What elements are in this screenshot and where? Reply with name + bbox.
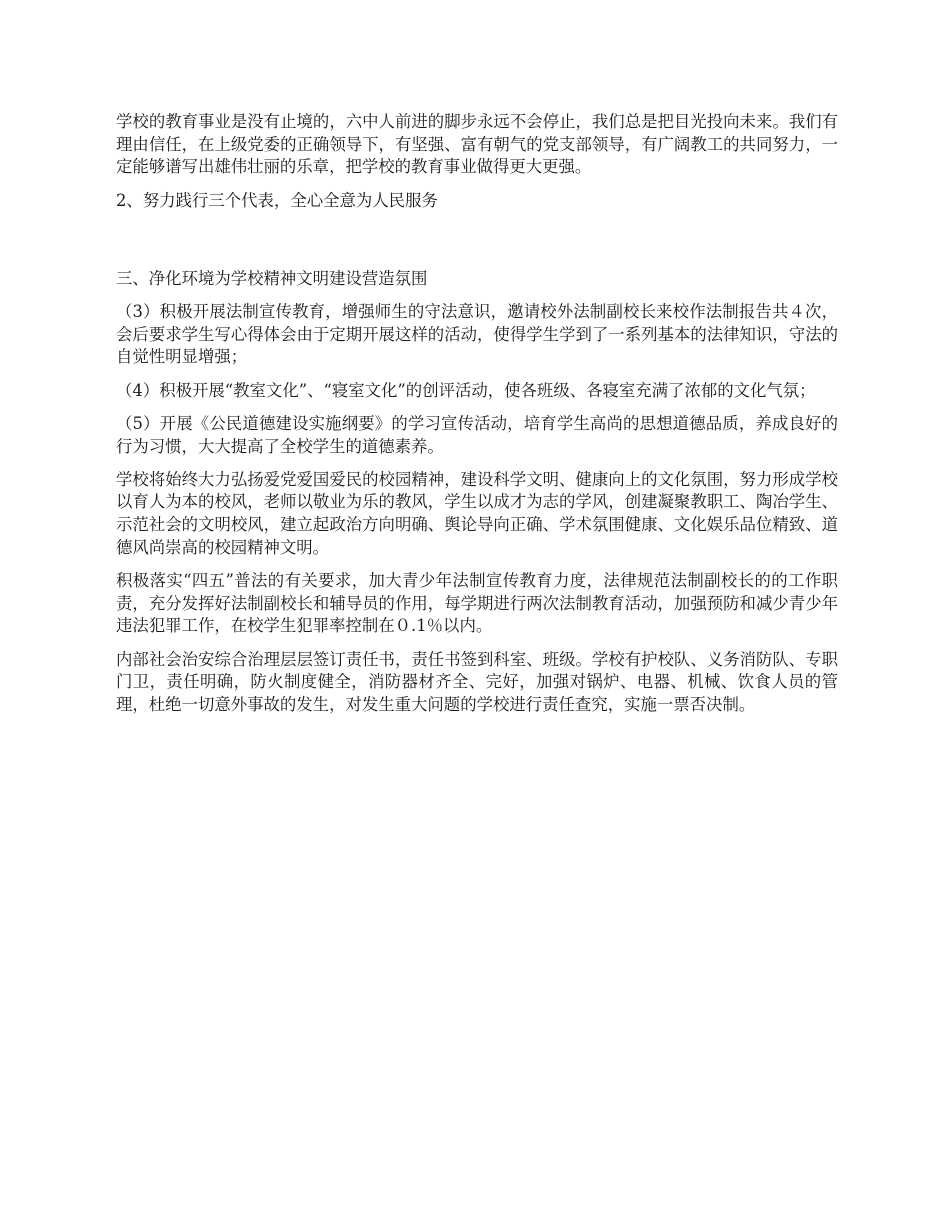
section-heading-3: 三、净化环境为学校精神文明建设营造氛围 (116, 268, 428, 288)
paragraph-campus-spirit: 学校将始终大力弘扬爱党爱国爱民的校园精神，建设科学文明、健康向上的文化氛围，努力形成学校以育人为本的校风，老师以敬业为乐的教风，学生以成才为志的学风，创建凝聚教职工、陶冶学生、示范社会的文明校风，建立起政治方向明确、舆论导向正确、学术氛围健康、文化娱乐品位精致、道德风尚崇高的校园精神文明。 (116, 469, 838, 557)
paragraph-legal-education: 积极落实“四五”普法的有关要求，加大青少年法制宣传教育力度，法律规范法制副校长的的工作职责，充分发挥好法制副校长和辅导员的作用，每学期进行两次法制教育活动，加强预防和减少青少年违法犯罪工作，在校学生犯罪率控制在０.1％以内。 (116, 571, 838, 636)
document-body (116, 111, 838, 727)
list-item-5: （5）开展《公民道德建设实施纲要》的学习宣传活动，培育学生高尚的思想道德品质，养成良好的行为习惯，大大提高了全校学生的道德素养。 (116, 413, 838, 456)
paragraph-public-security: 内部社会治安综合治理层层签订责任书，责任书签到科室、班级。学校有护校队、义务消防队、专职门卫，责任明确，防火制度健全，消防器材齐全、完好，加强对锅炉、电器、机械、饮食人员的管理，杜绝一切意外事故的发生，对发生重大问题的学校进行责任查究，实施一票否决制。 (116, 649, 838, 715)
list-item-4: （4）积极开展“教室文化”、“寝室文化”的创评活动，使各班级、各寝室充满了浓郁的文化气氛； (116, 380, 816, 400)
section-heading-2: 2、努力践行三个代表，全心全意为人民服务 (116, 190, 438, 210)
list-item-3: （3）积极开展法制宣传教育，增强师生的守法意识，邀请校外法制副校长来校作法制报告共４次，会后要求学生写心得体会由于定期开展这样的活动，使得学生学到了一系列基本的法律知识，守法的自觉性明显增强； (116, 302, 838, 367)
paragraph-conclusion: 学校的教育事业是没有止境的，六中人前进的脚步永远不会停止，我们总是把目光投向未来。我们有理由信任，在上级党委的正确领导下，有坚强、富有朝气的党支部领导，有广阔教工的共同努力，一定能够谱写出雄伟壮丽的乐章，把学校的教育事业做得更大更强。 (116, 112, 838, 177)
section-gap (116, 223, 838, 268)
